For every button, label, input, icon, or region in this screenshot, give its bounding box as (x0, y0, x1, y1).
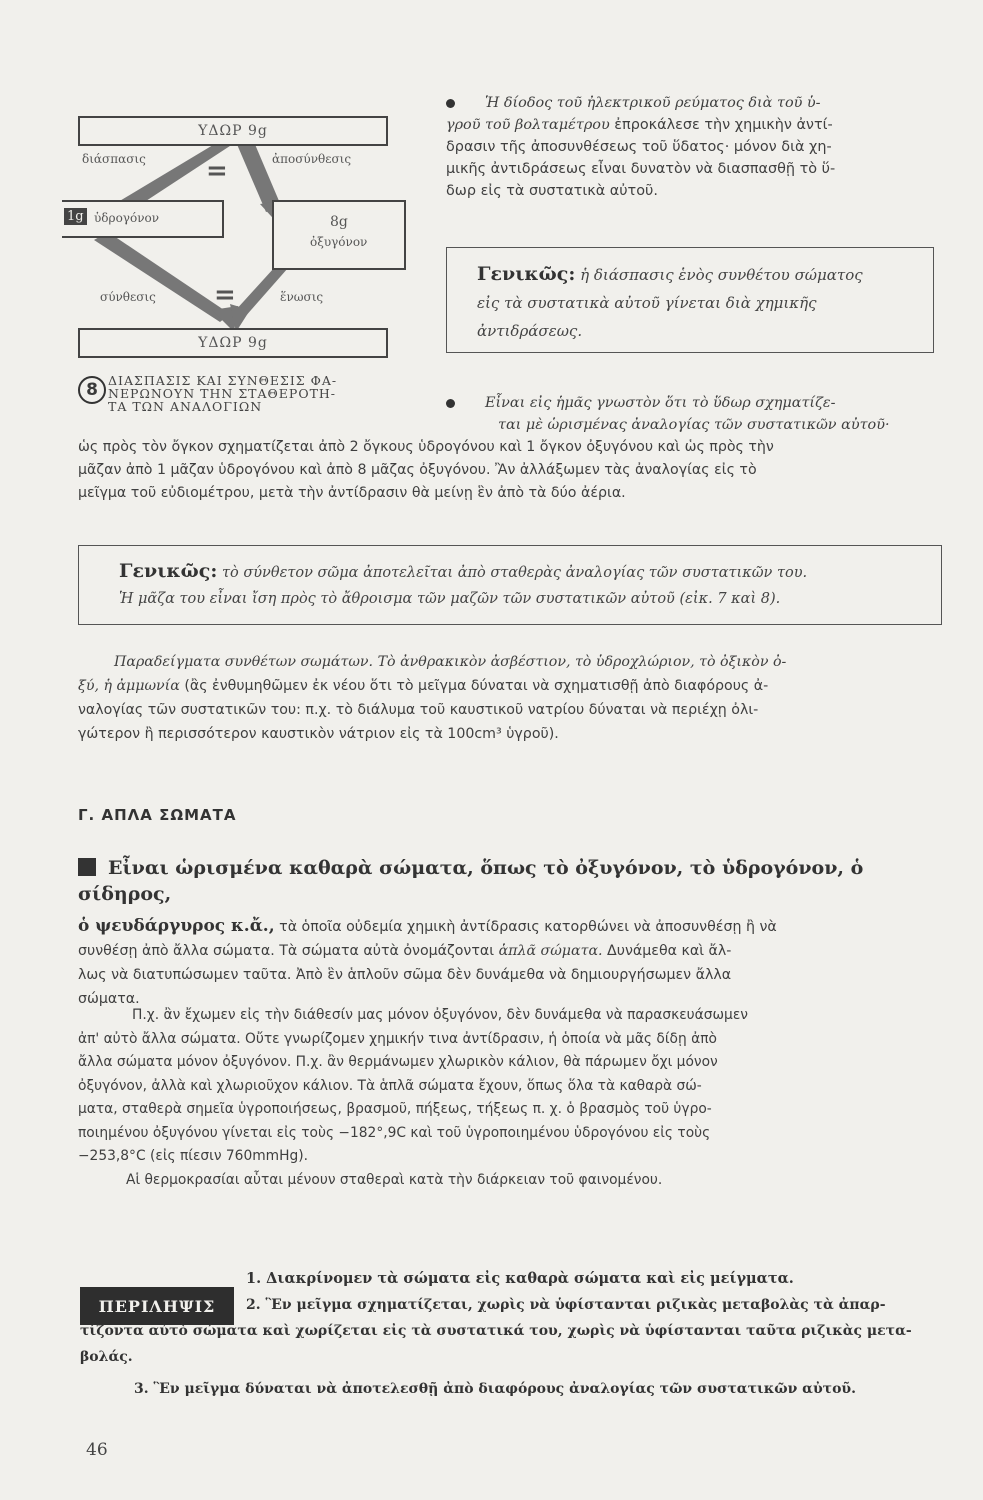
box-water-bottom-label: ΥΔΩΡ 9g (198, 335, 268, 351)
para2-line: ται μὲ ὡρισμένας ἀναλογίας τῶν συστατικῶν αὐτοῦ· (498, 417, 890, 433)
label-aposynthesis: ἀποσύνθεσις (272, 152, 352, 166)
para3-line: ναλογίας τῶν συστατικῶν του: π.χ. τὸ διάλυμα τοῦ καυστικοῦ νατρίου δύναται νὰ περιέχῃ ὀλι- (78, 702, 759, 718)
caption-line: ΝΕΡΩΝΟΥΝ ΤΗΝ ΣΤΑΘΕΡΟΤΗ- (108, 386, 337, 401)
para1-line: Ἡ δίοδος τοῦ ἠλεκτρικοῦ ρεύματος διὰ τοῦ ὑ- (485, 95, 821, 111)
para1-line: ἐπροκάλεσε τὴν χημικὴν ἀντί- (609, 117, 833, 133)
para4-line: Εἶναι ὡρισμένα καθαρὰ σώματα, ὅπως τὸ ὀξυγόνον, τὸ ὑδρογόνον, ὁ σίδηρος, (78, 857, 864, 905)
equals-bottom: = (214, 280, 236, 310)
paragraph-proportions-cont (78, 436, 958, 505)
summary-line: 2. Ἓν μεῖγμα σχηματίζεται, χωρὶς νὰ ὑφίστανται ριζικὰς μεταβολὰς τὰ ἀπαρ- (246, 1297, 886, 1313)
para5-line: ἄλλα σώματα μόνον ὀξυγόνον. Π.χ. ἂν θερμάνωμεν χλωρικὸν κάλιον, θὰ πάρωμεν ὄχι μόνον (78, 1054, 718, 1070)
label-enosis: ἕνωσις (280, 290, 324, 304)
rule-lead: Γενικῶς: (119, 560, 218, 582)
para2-line: μεῖγμα τοῦ εὐδιομέτρου, μετὰ τὴν ἀντίδρασιν θὰ μείνῃ ἓν ἀπὸ τὰ δύο ἀέρια. (78, 485, 626, 501)
figure-caption (108, 374, 408, 413)
para5-line: Αἱ θερμοκρασίαι αὗται μένουν σταθεραὶ κατὰ τὴν διάρκειαν τοῦ φαινομένου. (126, 1171, 663, 1188)
box-water-bottom (78, 328, 388, 358)
para4-line: τὰ ὁποῖα οὐδεμία χημικὴ ἀντίδρασις κατορθώνει νὰ ἀποσυνθέσῃ ἢ νὰ (274, 919, 777, 935)
rule-line: Ἡ μᾶζα του εἶναι ἴση πρὸς τὸ ἄθροισμα τῶν μαζῶν τῶν συστατικῶν αὐτοῦ (εἰκ. 7 καὶ 8). (119, 591, 781, 607)
para2-line: ὡς πρὸς τὸν ὄγκον σχηματίζεται ἀπὸ 2 ὄγκους ὑδρογόνου καὶ 1 ὄγκον ὀξυγόνου καὶ ὡς πρὸς τὴν (78, 439, 774, 455)
para4-line: λως νὰ διατυπώσωμεν ταῦτα. Ἀπὸ ἓν ἁπλοῦν σῶμα δὲν δυνάμεθα νὰ δημιουργήσωμεν ἄλλα (78, 967, 732, 983)
paragraph-electrolysis (446, 92, 946, 202)
oxygen-label: ὀξυγόνον (310, 235, 368, 249)
label-diaspasis: διάσπασις (82, 152, 146, 166)
para5-line: −253,8°C (εἰς πίεσιν 760mmHg). (78, 1148, 309, 1164)
rule-line: ἡ διάσπασις ἑνὸς συνθέτου σώματος (575, 266, 863, 284)
para1-line: δωρ εἰς τὰ συστατικὰ αὐτοῦ. (446, 183, 658, 199)
para1-line: μικῆς ἀντιδράσεως εἶναι δυνατὸν νὰ διασπασθῇ τὸ ὕ- (446, 161, 836, 177)
para3-line: γώτερον ἢ περισσότερον καυστικὸν νάτριον εἰς τὰ 100cm³ ὑγροῦ). (78, 726, 559, 742)
para2-line: Εἶναι εἰς ἡμᾶς γνωστὸν ὅτι τὸ ὕδωρ σχηματίζε- (485, 395, 836, 411)
paragraph-oxygen-example (78, 1004, 958, 1192)
para4-line: σώματα. (78, 991, 140, 1007)
paragraph-simple-bodies (78, 856, 958, 1011)
rule-box-composition (78, 545, 942, 625)
paragraph-examples (78, 650, 958, 746)
box-hydrogen (62, 200, 224, 238)
para4-term: ἁπλᾶ σώματα. (498, 943, 603, 959)
para4-line: Δυνάμεθα καὶ ἄλ- (602, 943, 732, 959)
para5-line: ἀπ' αὐτὸ ἄλλα σώματα. Οὔτε γνωρίζομεν χημικήν τινα ἀντίδρασιν, ἡ ὁποία νὰ μᾶς δίδῃ ἀπὸ (78, 1030, 717, 1047)
bullet-icon (446, 99, 455, 108)
rule-line: εἰς τὰ συστατικὰ αὐτοῦ γίνεται διὰ χημικῆς (477, 294, 817, 312)
para5-line: Π.χ. ἂν ἔχωμεν εἰς τὴν διάθεσίν μας μόνον ὀξυγόνον, δὲν δυνάμεθα νὰ παρασκευάσωμεν (132, 1007, 748, 1023)
rule-lead: Γενικῶς: (477, 263, 576, 285)
section-title: Γ. ΑΠΛΑ ΣΩΜΑΤΑ (78, 806, 237, 824)
bullet-icon (446, 399, 455, 408)
hydrogen-label: ὑδρογόνον (94, 211, 160, 225)
summary-line: τίζοντα αὐτὸ σώματα καὶ χωρίζεται εἰς τὰ συστατικά του, χωρὶς νὰ ὑφίστανται ταῦτα ριζικὰς μετα- (80, 1323, 912, 1339)
box-water-top (78, 116, 388, 146)
caption-line: ΤΑ ΤΩΝ ΑΝΑΛΟΓΙΩΝ (108, 399, 263, 414)
para4-line: συνθέσῃ ἀπὸ ἄλλα σώματα. Τὰ σώματα αὐτὰ ὀνομάζονται (78, 943, 499, 959)
summary-item-3: 3. Ἓν μεῖγμα δύναται νὰ ἀποτελεσθῇ ἀπὸ διαφόρους ἀναλογίας τῶν συστατικῶν αὐτοῦ. (134, 1381, 857, 1397)
summary-badge: ΠΕΡΙΛΗΨΙΣ (80, 1287, 234, 1325)
equals-top: = (206, 156, 228, 186)
rule-line: τὸ σύνθετον σῶμα ἀποτελεῖται ἀπὸ σταθερὰς ἀναλογίας τῶν συστατικῶν του. (217, 565, 808, 581)
para5-line: ποιημένου ὀξυγόνου γίνεται εἰς τοὺς −182°,9C καὶ τοῦ ὑγροποιημένου ὑδρογόνου εἰς τοὺς (78, 1124, 711, 1141)
summary-item-1: 1. Διακρίνομεν τὰ σώματα εἰς καθαρὰ σώματα καὶ εἰς μείγματα. (246, 1270, 794, 1287)
box-water-top-label: ΥΔΩΡ 9g (198, 123, 268, 139)
para3-line: (ἂς ἐνθυμηθῶμεν ἐκ νέου ὅτι τὸ μεῖγμα δύναται νὰ σχηματισθῇ ἀπὸ διαφόρους ἀ- (179, 678, 769, 694)
para2-line: μᾶζαν ἀπὸ 1 μᾶζαν ὑδρογόνου καὶ ἀπὸ 8 μᾶζας ὀξυγόνου. Ἂν ἀλλάξωμεν τὰς ἀναλογίας εἰς τὸ (78, 462, 757, 478)
para5-line: ὀξυγόνον, ἀλλὰ καὶ χλωριοῦχον κάλιον. Τὰ ἁπλᾶ σώματα ἔχουν, ὅπως ὅλα τὰ καθαρὰ σώ- (78, 1077, 702, 1094)
rule-box-decomposition (446, 247, 934, 353)
figure-number: 8 (78, 376, 106, 404)
hydrogen-mass: 1g (64, 208, 87, 225)
box-oxygen (272, 200, 406, 270)
summary-line: βολάς. (80, 1349, 133, 1365)
para1-line: δρασιν τῆς ἀποσυνθέσεως τοῦ ὕδατος· μόνον διὰ χη- (446, 139, 832, 155)
oxygen-mass: 8g (330, 214, 348, 230)
page-number: 46 (86, 1440, 108, 1460)
label-synthesis: σύνθεσις (100, 290, 156, 304)
paragraph-proportions (446, 392, 946, 436)
para1-line: γροῦ τοῦ βολταμέτρου (446, 117, 610, 133)
para4-line: ὁ ψευδάργυρος κ.ἄ., (78, 916, 275, 936)
caption-line: ΔΙΑΣΠΑΣΙΣ ΚΑΙ ΣΥΝΘΕΣΙΣ ΦΑ- (108, 373, 338, 388)
rule-line: ἀντιδράσεως. (477, 322, 583, 340)
para3-line: Παραδείγματα συνθέτων σωμάτων. Τὸ ἀνθρακικὸν ἀσβέστιον, τὸ ὑδροχλώριον, τὸ ὀξικὸν ὀ- (114, 654, 787, 670)
arrow-from-hydrogen (94, 232, 230, 322)
summary-item-2 (80, 1292, 960, 1370)
para5-line: ματα, σταθερὰ σημεῖα ὑγροποιήσεως, βρασμοῦ, πήξεως, τήξεως π. χ. ὁ βρασμὸς τοῦ ὑγρο- (78, 1101, 712, 1117)
section-marker-icon (78, 858, 96, 876)
para3-line: ξύ, ἡ ἀμμωνία (78, 678, 180, 694)
